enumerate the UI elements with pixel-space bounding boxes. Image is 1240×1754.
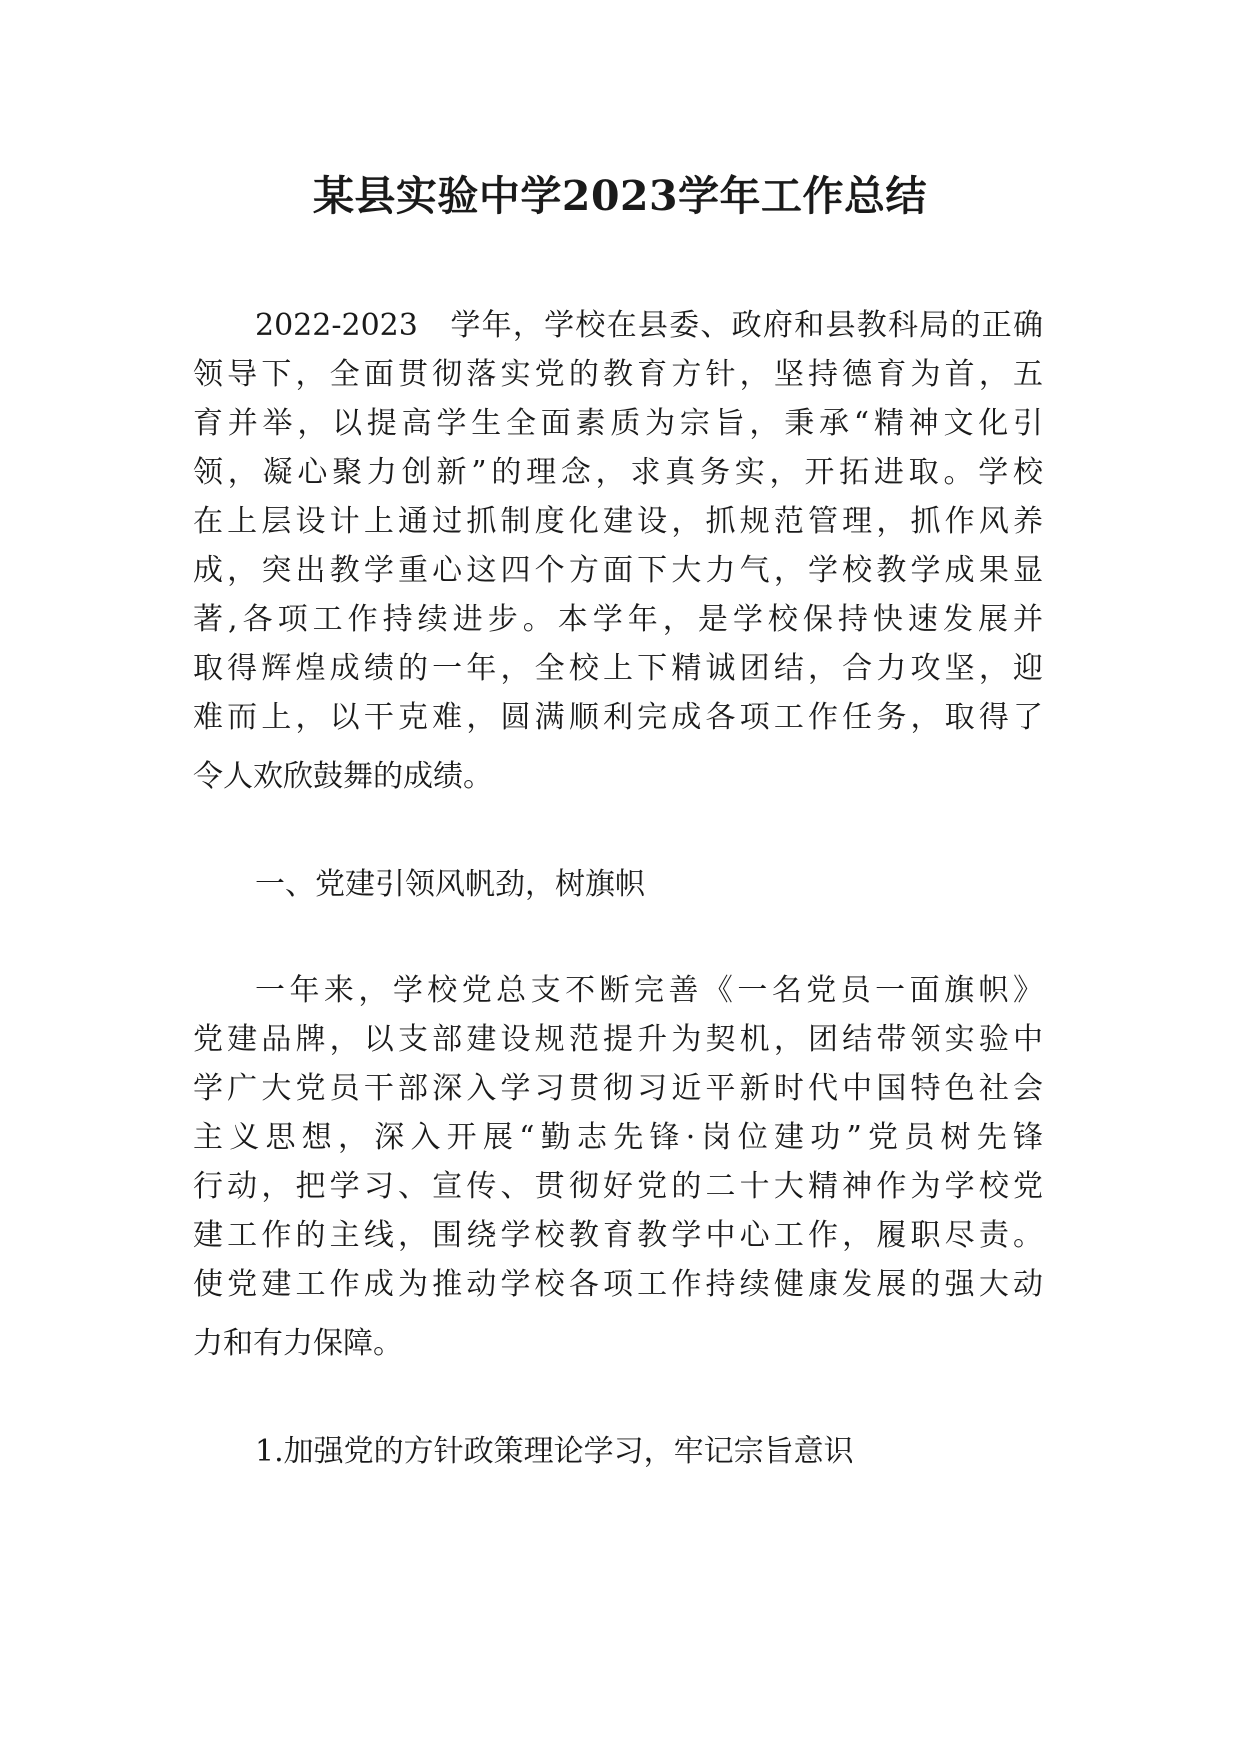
paragraph-2-line: 主义思想，深入开展“勤志先锋·岗位建功”党员树先锋 xyxy=(193,1120,1043,1155)
paragraph-2-line: 力和有力保障。 xyxy=(193,1326,403,1361)
paragraph-1-line: 令人欢欣鼓舞的成绩。 xyxy=(193,759,493,794)
paragraph-2-line: 使党建工作成为推动学校各项工作持续健康发展的强大动 xyxy=(193,1267,1043,1302)
subsection-heading: 1.加强党的方针政策理论学习，牢记宗旨意识 xyxy=(255,1434,854,1469)
paragraph-2-line: 行动，把学习、宣传、贯彻好党的二十大精神作为学校党 xyxy=(193,1169,1043,1204)
paragraph-1-line: 成，突出教学重心这四个方面下大力气，学校教学成果显 xyxy=(193,553,1043,588)
paragraph-1-line: 领，凝心聚力创新”的理念，求真务实，开拓进取。学校 xyxy=(193,455,1043,490)
document-title: 某县实验中学2023学年工作总结 xyxy=(312,172,928,220)
paragraph-1-line: 育并举，以提高学生全面素质为宗旨，秉承“精神文化引 xyxy=(193,406,1043,441)
paragraph-1-line: 在上层设计上通过抓制度化建设，抓规范管理，抓作风养 xyxy=(193,504,1043,539)
paragraph-1-line: 著,各项工作持续进步。本学年，是学校保持快速发展并 xyxy=(193,602,1043,637)
section-heading: 一、党建引领风帆劲，树旗帜 xyxy=(255,867,645,902)
paragraph-2-line: 一年来，学校党总支不断完善《一名党员一面旗帜》 xyxy=(255,973,1043,1008)
paragraph-2-line: 建工作的主线，围绕学校教育教学中心工作，履职尽责。 xyxy=(193,1218,1043,1253)
paragraph-1-line: 2022-2023 学年，学校在县委、政府和县教科局的正确 xyxy=(255,308,1043,343)
paragraph-2-line: 党建品牌，以支部建设规范提升为契机，团结带领实验中 xyxy=(193,1022,1043,1057)
paragraph-1-line: 领导下，全面贯彻落实党的教育方针，坚持德育为首，五 xyxy=(193,357,1043,392)
paragraph-1-line: 难而上，以干克难，圆满顺利完成各项工作任务，取得了 xyxy=(193,700,1043,735)
paragraph-2-line: 学广大党员干部深入学习贯彻习近平新时代中国特色社会 xyxy=(193,1071,1043,1106)
paragraph-1-line: 取得辉煌成绩的一年，全校上下精诚团结，合力攻坚，迎 xyxy=(193,651,1043,686)
